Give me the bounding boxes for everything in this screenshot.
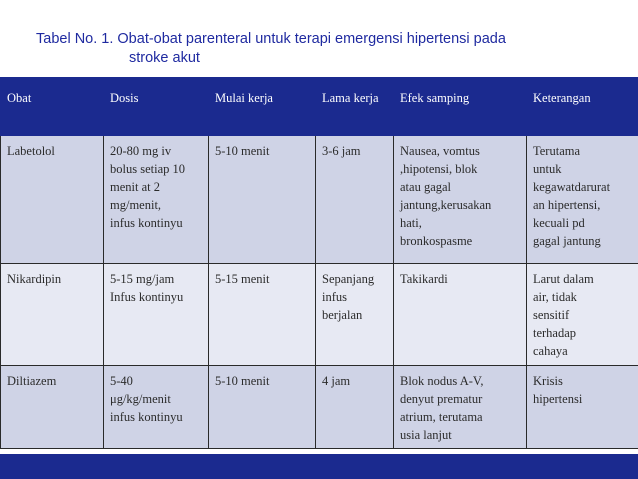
- cell-line: berjalan: [322, 308, 363, 322]
- cell-line: hipertensi: [533, 392, 583, 406]
- cell-line: ,hipotensi, blok: [400, 162, 478, 176]
- cell-line: infus kontinyu: [110, 410, 183, 424]
- cell-line: atau gagal: [400, 180, 452, 194]
- cell-line: Blok nodus A-V,: [400, 374, 484, 388]
- cell-keterangan: [527, 366, 638, 449]
- cell-line: 3-6 jam: [322, 144, 361, 158]
- header-efek-samping: Efek samping: [394, 78, 527, 136]
- cell-line: Infus kontinyu: [110, 290, 184, 304]
- cell-line: Larut dalam: [533, 272, 594, 286]
- cell-line: cahaya: [533, 344, 568, 358]
- cell-line: bolus setiap 10: [110, 162, 185, 176]
- cell-line: atrium, terutama: [400, 410, 483, 424]
- cell-line: gagal jantung: [533, 234, 601, 248]
- cell-line: sensitif: [533, 308, 570, 322]
- header-keterangan: Keterangan: [527, 78, 638, 136]
- cell-line: kecuali pd: [533, 216, 585, 230]
- header-dosis: Dosis: [104, 78, 209, 136]
- header-mulai-kerja: Mulai kerja: [209, 78, 316, 136]
- table-row: [1, 136, 638, 264]
- slide-title: [36, 30, 616, 68]
- drug-table: [0, 77, 638, 449]
- cell-dosis: [104, 264, 209, 366]
- cell-mulai: 5-10 menit: [209, 136, 316, 264]
- cell-lama: [316, 366, 394, 449]
- cell-line: Terutama: [533, 144, 581, 158]
- cell-dosis: [104, 136, 209, 264]
- cell-line: menit at 2: [110, 180, 160, 194]
- cell-line: μg/kg/menit: [110, 392, 171, 406]
- cell-line: infus kontinyu: [110, 216, 183, 230]
- cell-line: bronkospasme: [400, 234, 473, 248]
- cell-line: hati,: [400, 216, 422, 230]
- header-lama-kerja: Lama kerja: [316, 78, 394, 136]
- cell-line: Sepanjang: [322, 272, 375, 286]
- table-header-row: [1, 78, 638, 136]
- cell-line: Nausea, vomtus: [400, 144, 480, 158]
- cell-efek: [394, 136, 527, 264]
- cell-line: usia lanjut: [400, 428, 452, 442]
- table-row: [1, 366, 638, 449]
- cell-obat: Nikardipin: [1, 264, 104, 366]
- cell-line: air, tidak: [533, 290, 577, 304]
- cell-keterangan: [527, 264, 638, 366]
- cell-obat: Labetolol: [1, 136, 104, 264]
- cell-mulai: 5-15 menit: [209, 264, 316, 366]
- cell-keterangan: [527, 136, 638, 264]
- cell-efek: [394, 264, 527, 366]
- cell-line: untuk: [533, 162, 562, 176]
- cell-lama: [316, 136, 394, 264]
- cell-line: infus: [322, 290, 347, 304]
- table-row: [1, 264, 638, 366]
- cell-line: kegawatdarurat: [533, 180, 611, 194]
- header-obat: Obat: [1, 78, 104, 136]
- title-line-1: Tabel No. 1. Obat-obat parenteral untuk terapi emergensi hipertensi pada: [36, 31, 506, 47]
- cell-line: Krisis: [533, 374, 563, 388]
- cell-line: 5-40: [110, 374, 133, 388]
- cell-efek: [394, 366, 527, 449]
- cell-line: 20-80 mg iv: [110, 144, 172, 158]
- cell-line: denyut prematur: [400, 392, 483, 406]
- title-line-2: stroke akut: [129, 50, 200, 66]
- cell-line: jantung,kerusakan: [400, 198, 492, 212]
- cell-line: 4 jam: [322, 374, 351, 388]
- cell-line: Takikardi: [400, 272, 448, 286]
- cell-dosis: [104, 366, 209, 449]
- bottom-bar: [0, 454, 638, 479]
- cell-line: terhadap: [533, 326, 577, 340]
- cell-obat: Diltiazem: [1, 366, 104, 449]
- cell-mulai: 5-10 menit: [209, 366, 316, 449]
- cell-lama: [316, 264, 394, 366]
- slide-title-area: [0, 0, 638, 77]
- cell-line: 5-15 mg/jam: [110, 272, 175, 286]
- cell-line: mg/menit,: [110, 198, 162, 212]
- cell-line: an hipertensi,: [533, 198, 601, 212]
